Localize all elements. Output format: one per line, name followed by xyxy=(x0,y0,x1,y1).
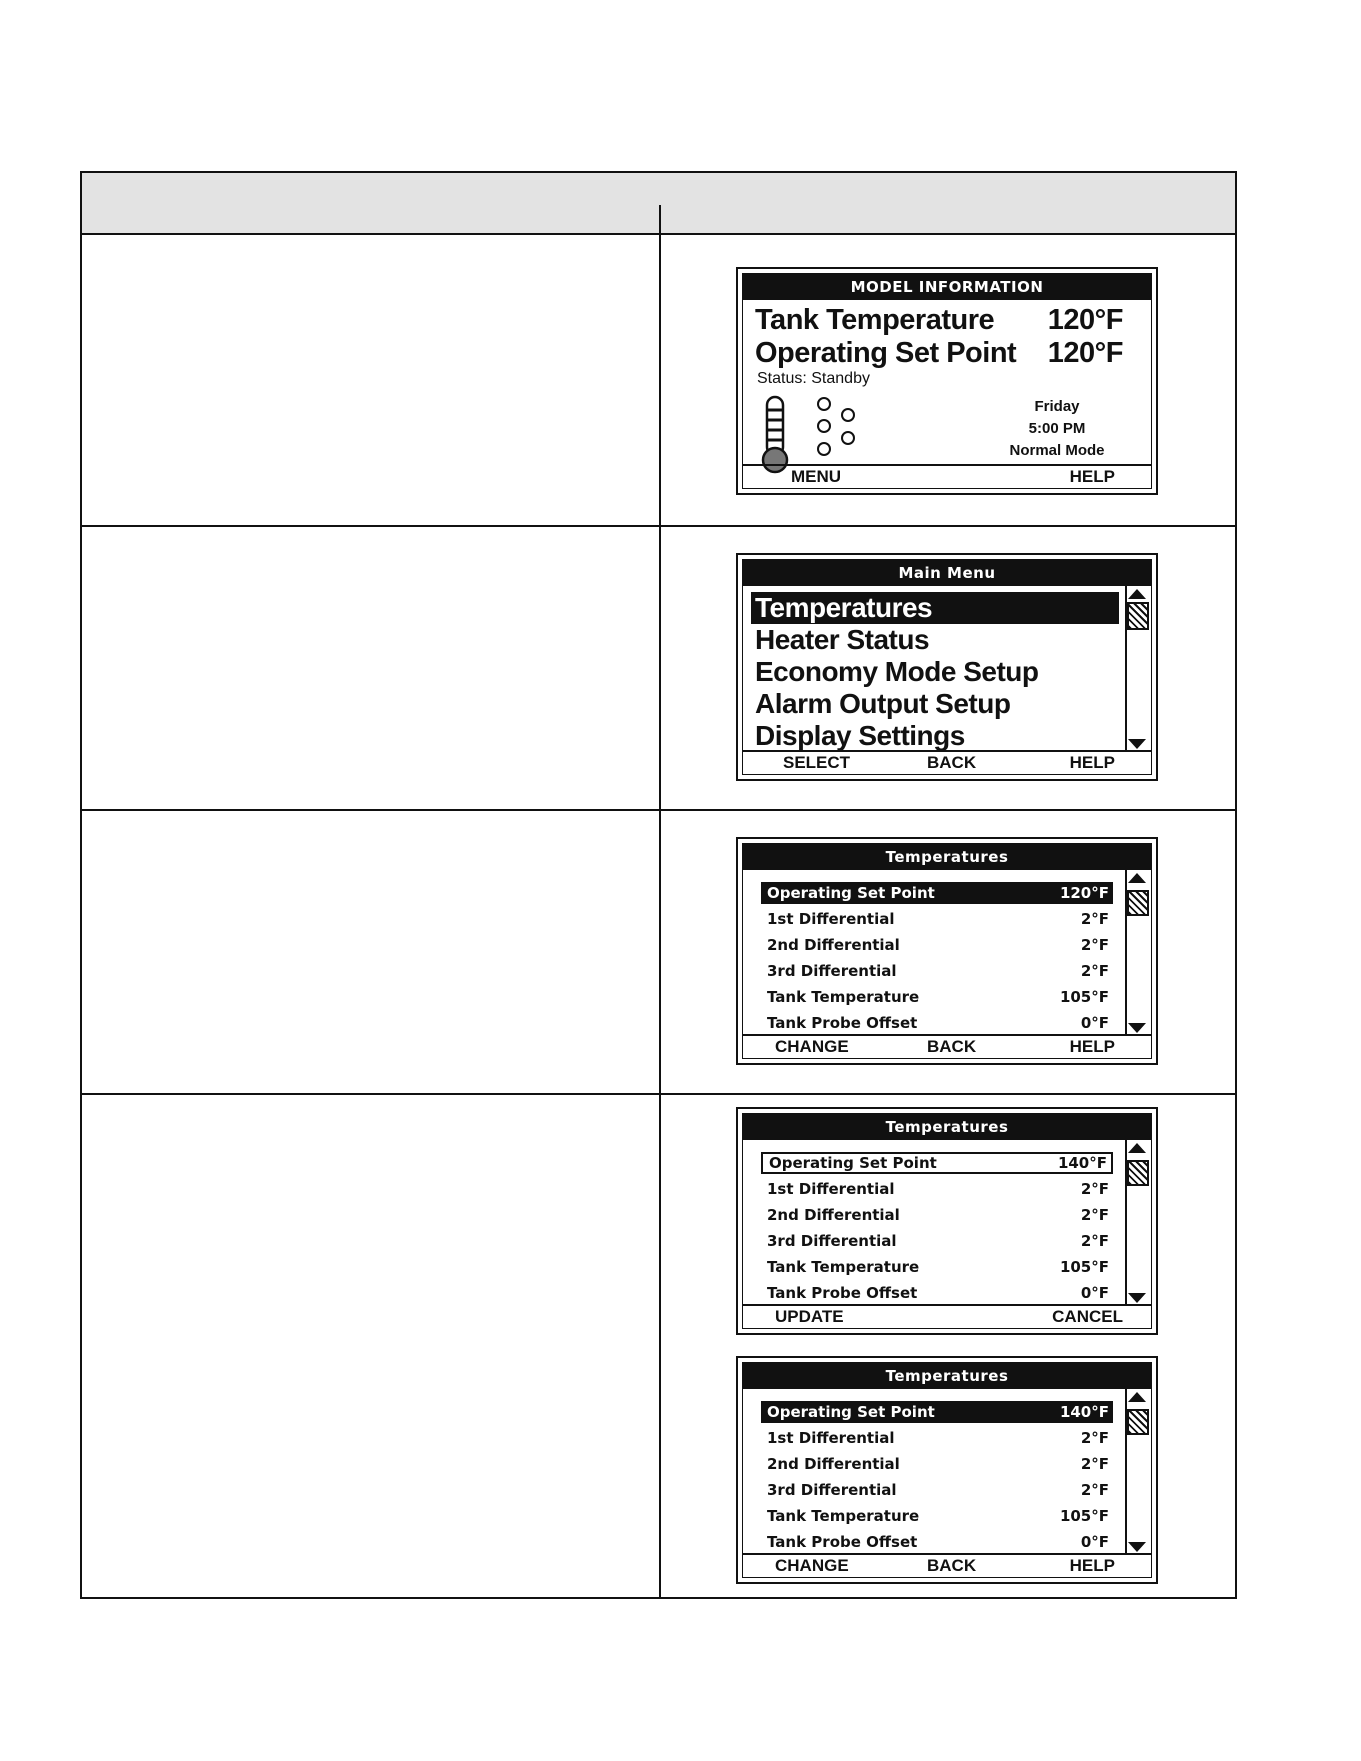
thermometer-icon xyxy=(757,394,797,474)
lcd-frame xyxy=(742,843,1152,1059)
softkey-help[interactable]: HELP xyxy=(1069,1556,1115,1575)
menu-item-alarm-output-setup[interactable]: Alarm Output Setup xyxy=(755,688,1011,719)
lcd-header: Temperatures xyxy=(743,844,1151,870)
row-divider xyxy=(82,1093,1235,1095)
menu-item-temperatures[interactable]: Temperatures xyxy=(751,592,1119,624)
indicator-circle-icon xyxy=(817,397,831,411)
lcd-temperatures-edit xyxy=(736,1107,1158,1335)
tank-temperature-value: 120°F xyxy=(1047,304,1123,336)
softkey-select[interactable]: SELECT xyxy=(783,753,851,772)
menu-item-heater-status[interactable]: Heater Status xyxy=(755,624,930,655)
setpoint-label: Operating Set Point xyxy=(755,337,1017,369)
temp-row-tank-probe-offset[interactable]: Tank Probe Offset 0°F xyxy=(767,1533,1109,1551)
softkey-help[interactable]: HELP xyxy=(1069,1037,1115,1056)
lcd-frame xyxy=(742,273,1152,489)
scroll-up-arrow-icon[interactable] xyxy=(1128,589,1146,599)
lcd-frame xyxy=(742,559,1152,775)
menu-item-economy-mode-setup[interactable]: Economy Mode Setup xyxy=(755,656,1039,687)
temp-row-2nd-differential[interactable]: 2nd Differential 2°F xyxy=(767,1455,1109,1473)
table-title-bar xyxy=(82,173,1235,207)
lcd-frame xyxy=(742,1362,1152,1578)
temp-row-3rd-differential[interactable]: 3rd Differential 2°F xyxy=(767,962,1109,980)
softkey-change[interactable]: CHANGE xyxy=(775,1037,849,1056)
scroll-thumb[interactable] xyxy=(1127,890,1149,916)
softkey-bar xyxy=(743,1304,1151,1328)
temp-row-2nd-differential[interactable]: 2nd Differential 2°F xyxy=(767,1206,1109,1224)
softkey-update[interactable]: UPDATE xyxy=(775,1307,844,1326)
temp-row-tank-probe-offset[interactable]: Tank Probe Offset 0°F xyxy=(767,1014,1109,1032)
temp-row-operating-set-point[interactable]: Operating Set Point 120°F xyxy=(761,882,1113,904)
lcd-header: Temperatures xyxy=(743,1114,1151,1140)
lcd-frame xyxy=(742,1113,1152,1329)
scrollbar[interactable] xyxy=(1125,586,1149,752)
indicator-circle-icon xyxy=(817,419,831,433)
softkey-change[interactable]: CHANGE xyxy=(775,1556,849,1575)
column-divider xyxy=(659,205,661,1597)
indicator-circle-icon xyxy=(817,442,831,456)
temp-row-1st-differential[interactable]: 1st Differential 2°F xyxy=(767,910,1109,928)
day-text: Friday xyxy=(1034,398,1080,415)
lcd-header: MODEL INFORMATION xyxy=(743,274,1151,300)
row-divider xyxy=(82,809,1235,811)
temp-row-2nd-differential[interactable]: 2nd Differential 2°F xyxy=(767,936,1109,954)
indicator-circle-icon xyxy=(841,408,855,422)
lcd-model-information xyxy=(736,267,1158,495)
lcd-main-menu xyxy=(736,553,1158,781)
row-divider xyxy=(82,525,1235,527)
lcd-header: Temperatures xyxy=(743,1363,1151,1389)
scrollbar[interactable] xyxy=(1125,870,1149,1036)
time-text: 5:00 PM xyxy=(1028,420,1086,437)
lcd-header: Main Menu xyxy=(743,560,1151,586)
lcd-temperatures-updated xyxy=(736,1356,1158,1584)
setpoint-value: 120°F xyxy=(1047,337,1123,369)
softkey-back[interactable]: BACK xyxy=(927,1037,977,1056)
scroll-thumb[interactable] xyxy=(1127,1409,1149,1435)
softkey-help[interactable]: HELP xyxy=(1069,467,1115,486)
softkey-help[interactable]: HELP xyxy=(1069,753,1115,772)
scroll-up-arrow-icon[interactable] xyxy=(1128,873,1146,883)
menu-item-display-settings[interactable]: Display Settings xyxy=(755,720,965,751)
temp-row-1st-differential[interactable]: 1st Differential 2°F xyxy=(767,1180,1109,1198)
temp-row-tank-probe-offset[interactable]: Tank Probe Offset 0°F xyxy=(767,1284,1109,1302)
scroll-down-arrow-icon[interactable] xyxy=(1128,1542,1146,1552)
status-text: Status: Standby xyxy=(757,370,870,387)
softkey-bar xyxy=(743,1034,1151,1058)
scroll-down-arrow-icon[interactable] xyxy=(1128,739,1146,749)
scrollbar[interactable] xyxy=(1125,1140,1149,1306)
softkey-back[interactable]: BACK xyxy=(927,1556,977,1575)
softkey-bar xyxy=(743,750,1151,774)
temp-row-1st-differential[interactable]: 1st Differential 2°F xyxy=(767,1429,1109,1447)
tank-temperature-label: Tank Temperature xyxy=(755,304,995,336)
scroll-up-arrow-icon[interactable] xyxy=(1128,1392,1146,1402)
softkey-bar xyxy=(743,1553,1151,1577)
softkey-cancel[interactable]: CANCEL xyxy=(1052,1307,1123,1326)
scroll-thumb[interactable] xyxy=(1127,602,1149,630)
temp-row-operating-set-point[interactable]: Operating Set Point 140°F xyxy=(761,1401,1113,1423)
temp-row-tank-temperature[interactable]: Tank Temperature 105°F xyxy=(767,1507,1109,1525)
lcd-temperatures xyxy=(736,837,1158,1065)
mode-text: Normal Mode xyxy=(1009,442,1105,459)
scroll-up-arrow-icon[interactable] xyxy=(1128,1143,1146,1153)
scrollbar[interactable] xyxy=(1125,1389,1149,1555)
temp-row-3rd-differential[interactable]: 3rd Differential 2°F xyxy=(767,1232,1109,1250)
temp-row-tank-temperature[interactable]: Tank Temperature 105°F xyxy=(767,1258,1109,1276)
scroll-thumb[interactable] xyxy=(1127,1160,1149,1186)
indicator-circle-icon xyxy=(841,431,855,445)
softkey-back[interactable]: BACK xyxy=(927,753,977,772)
scroll-down-arrow-icon[interactable] xyxy=(1128,1293,1146,1303)
temp-row-3rd-differential[interactable]: 3rd Differential 2°F xyxy=(767,1481,1109,1499)
scroll-down-arrow-icon[interactable] xyxy=(1128,1023,1146,1033)
softkey-bar xyxy=(743,464,1151,488)
temp-row-operating-set-point[interactable]: Operating Set Point 140°F xyxy=(761,1152,1113,1174)
softkey-menu[interactable]: MENU xyxy=(791,467,842,486)
temp-row-tank-temperature[interactable]: Tank Temperature 105°F xyxy=(767,988,1109,1006)
